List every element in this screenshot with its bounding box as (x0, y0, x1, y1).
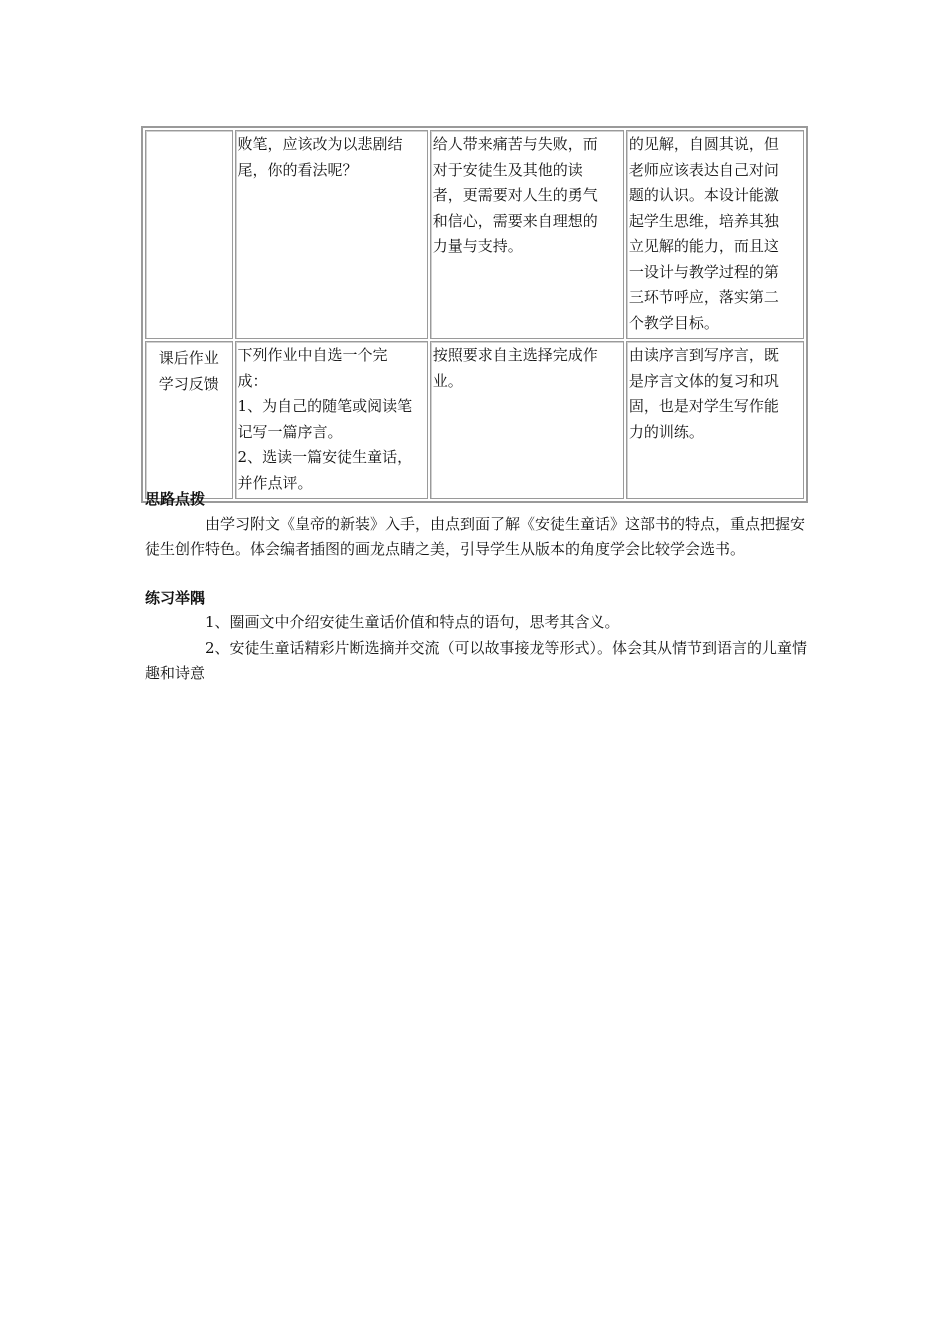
cell-line: 的见解，自圆其说，但 (628, 135, 779, 153)
cell-line: 和信心，需要来自理想的 (432, 211, 598, 230)
section-title-thinking-tips: 思路点拨 (145, 490, 206, 508)
exercise-item-2: 2、安徒生童话精彩片断选摘并交流（可以故事接龙等形式）。体会其从情节到语言的儿童情趣和诗意 (145, 639, 808, 682)
cell-line: 尾，你的看法呢？ (237, 160, 358, 179)
cell-line: 记写一篇序言。 (237, 422, 343, 441)
cell-line: 并作点评。 (237, 473, 313, 492)
cell-line: 2、选读一篇安徒生童话， (237, 448, 413, 466)
cell-line: 成： (237, 371, 268, 390)
cell-line: 力的训练。 (628, 422, 704, 441)
cell-line: 是序言文体的复习和巩 (628, 371, 779, 390)
cell-line: 学习反馈 (158, 374, 219, 393)
table-row (145, 130, 804, 339)
cell-line: 由读序言到写序言，既 (628, 346, 779, 364)
table-cell-design-note (626, 341, 804, 499)
table-cell-empty (145, 130, 233, 339)
cell-line: 1、为自己的随笔或阅读笔 (237, 397, 413, 415)
table-cell-stage-label (145, 341, 233, 499)
cell-line: 给人带来痛苦与失败，而 (432, 135, 598, 153)
cell-line: 老师应该表达自己对问 (628, 160, 779, 179)
table-cell-answer (430, 130, 624, 339)
cell-line: 个教学目标。 (628, 313, 719, 332)
cell-line: 固，也是对学生写作能 (628, 397, 779, 415)
cell-line: 三环节呼应，落实第二 (628, 288, 779, 306)
cell-line: 立见解的能力，而且这 (628, 237, 779, 255)
table-row (145, 341, 804, 499)
table-cell-design-note (626, 130, 804, 339)
cell-line: 力量与支持。 (432, 237, 523, 255)
table-cell-student-activity (430, 341, 624, 499)
cell-line: 题的认识。本设计能激 (628, 186, 779, 204)
cell-line: 按照要求自主选择完成作 (432, 346, 598, 364)
cell-line: 者，更需要对人生的勇气 (432, 186, 598, 204)
cell-line: 对于安徒生及其他的读 (432, 160, 583, 179)
section-paragraph: 由学习附文《皇帝的新装》入手，由点到面了解《安徒生童话》这部书的特点，重点把握安徒生创作特色。体会编者插图的画龙点睛之美，引导学生从版本的角度学会比较学会选书。 (145, 515, 806, 558)
cell-line: 败笔，应该改为以悲剧结 (237, 135, 403, 153)
cell-line: 下列作业中自选一个完 (237, 346, 388, 364)
table-cell-homework (235, 341, 428, 499)
cell-line: 业。 (432, 371, 463, 390)
cell-line: 起学生思维，培养其独 (628, 211, 779, 230)
table-cell-question (235, 130, 428, 339)
section-title-exercises: 练习举隅 (145, 589, 206, 607)
exercise-item-1: 1、圈画文中介绍安徒生童话价值和特点的语句，思考其含义。 (205, 613, 620, 631)
lesson-plan-table (141, 126, 808, 503)
cell-line: 一设计与教学过程的第 (628, 262, 779, 281)
cell-line: 课后作业 (158, 349, 219, 367)
